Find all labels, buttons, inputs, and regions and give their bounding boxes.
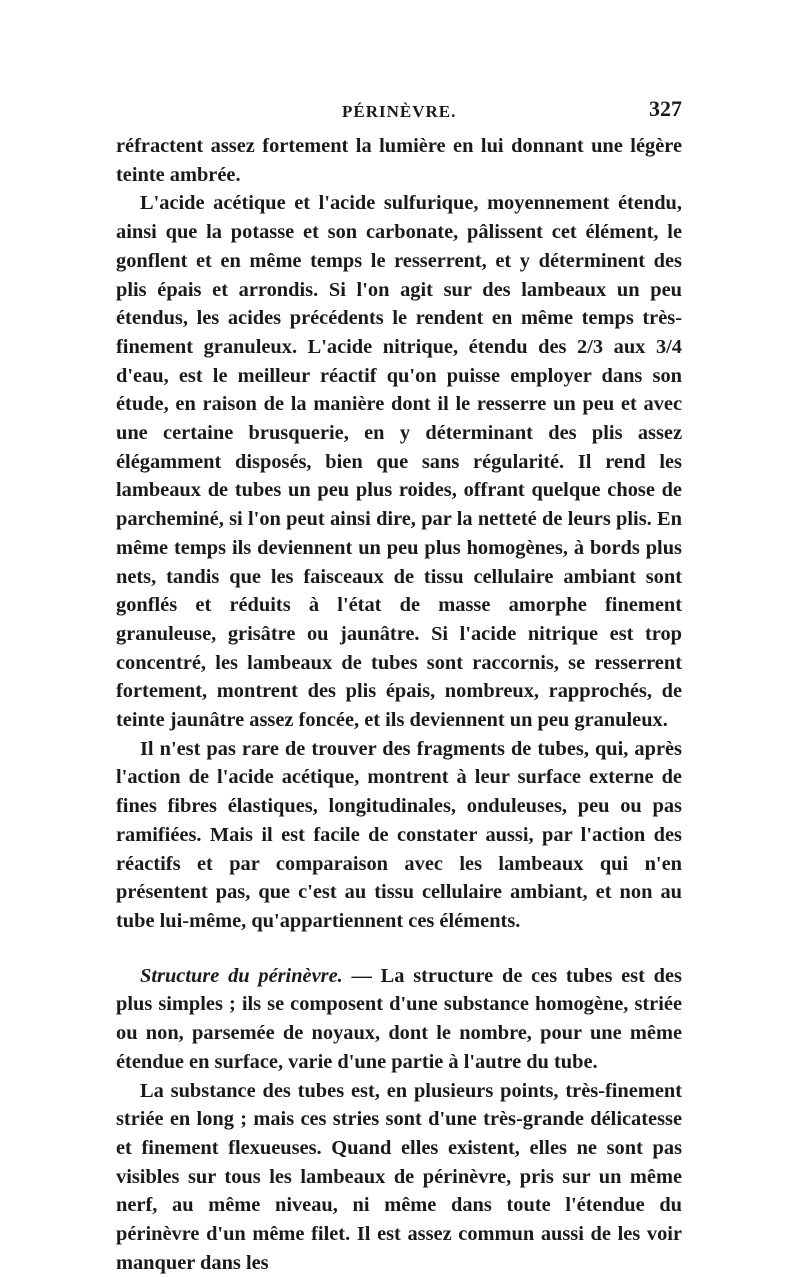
page-number: 327 [649,96,682,122]
paragraph-4 [116,962,682,1077]
paragraph-4-text: — La structure de ces tubes est des plus simples ; ils se composent d'une substance homogène, striée ou non, parsemée de noyaux, dont le nombre, pour une même étendue en surface, varie d'une partie à l'autre du tube. [116,965,682,1073]
section-gap [116,936,682,962]
paragraph-5-text: La substance des tubes est, en plusieurs points, très-finement striée en long ; mais ces stries sont d'une très-grande délicatesse et finement flexueuses. Quand elles existent, elles ne sont pas visibles sur tous les lambeaux de périnèvre, pris sur un même nerf, au même niveau, ni même dans toute l'étendue du périnèvre d'un même filet. Il est assez commun aussi de les voir manquer dans les [116,1080,682,1274]
section-title: Structure du périnèvre. [140,965,343,987]
page-header [110,96,682,128]
fraction-two-thirds: 2/3 [577,336,603,358]
paragraph-2 [116,189,682,734]
paragraph-1 [116,132,682,189]
paragraph-5 [116,1077,682,1277]
body-text [116,132,682,1277]
paragraph-1-text: réfractent assez fortement la lumière en lui donnant une légère teinte ambrée. [116,135,682,186]
fraction-three-quarters: 3/4 [656,336,682,358]
paragraph-3 [116,735,682,936]
paragraph-3-text: Il n'est pas rare de trouver des fragments de tubes, qui, après l'action de l'acide acétique, montrent à leur surface externe de fines fibres élastiques, longitudinales, onduleuses, peu ou pas ramifiées. Mais il est facile de constater aussi, par l'action des réactifs et par comparaison avec les lambeaux qui n'en présentent pas, que c'est au tissu cellulaire ambiant, et non au tube lui-même, qu'appartiennent ces éléments. [116,738,682,932]
running-title: PÉRINÈVRE. [342,102,456,122]
paragraph-2-text-b: aux [603,336,656,358]
paragraph-2-text-c: d'eau, est le meilleur réactif qu'on puisse employer dans son étude, en raison de la manière dont il le resserre un peu et avec une certaine brusquerie, en y déterminant des plis assez élégamment disposés, bien que sans régularité. Il rend les lambeaux de tubes un peu plus roides, offrant quelque chose de parcheminé, si l'on peut ainsi dire, par la netteté de leurs plis. En même temps ils deviennent un peu plus homogènes, à bords plus nets, tandis que les faisceaux de tissu cellulaire ambiant sont gonflés et réduits à l'état de masse amorphe finement granuleuse, grisâtre ou jaunâtre. Si l'acide nitrique est trop concentré, les lambeaux de tubes sont raccornis, se resserrent fortement, montrent des plis épais, nombreux, rapprochés, de teinte jaunâtre assez foncée, et ils deviennent un peu granuleux. [116,365,682,731]
paragraph-2-text-a: L'acide acétique et l'acide sulfurique, moyennement étendu, ainsi que la potasse et son carbonate, pâlissent cet élément, le gonflent et en même temps le resserrent, et y déterminent des plis épais et arrondis. Si l'on agit sur des lambeaux un peu étendus, les acides précédents le rendent en même temps très-finement granuleux. L'acide nitrique, étendu des [116,192,682,358]
